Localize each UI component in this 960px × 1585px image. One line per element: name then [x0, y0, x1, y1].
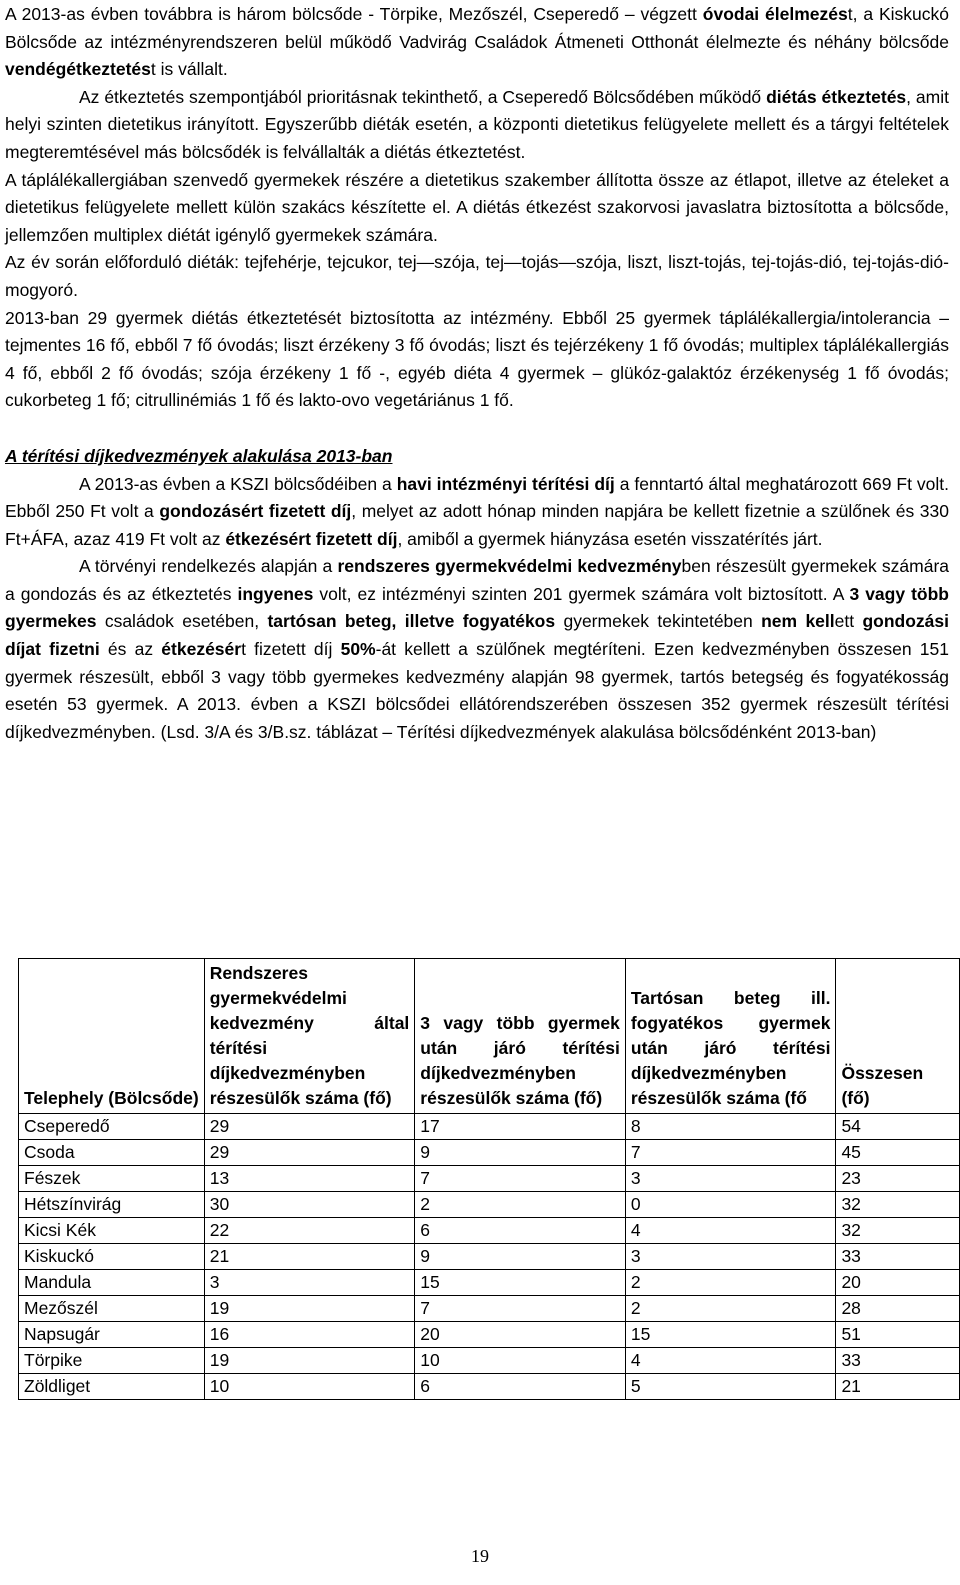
bold-text: étkezésért fizetett díj	[225, 528, 398, 549]
table-row	[19, 1114, 960, 1140]
count-cell: 2	[625, 1296, 836, 1322]
count-cell: 28	[836, 1296, 960, 1322]
text-run: Az étkeztetés szempontjából prioritásnak tekinthető, a Cseperedő Bölcsődében működő	[79, 86, 767, 107]
table-row	[19, 1140, 960, 1166]
table-row	[19, 1348, 960, 1374]
text-run: , melyet az adott hónap minden napjára be kellett fizetnie a szülőnek és 330 Ft+ÁFA, azaz 419 Ft volt az	[5, 501, 949, 549]
paragraph-diet-statistics	[5, 305, 949, 415]
bold-text: tartósan beteg, illetve fogyatékos	[267, 611, 556, 632]
text-run: -át kellett a szülőnek megtéríteni. Ezen kedvezményben összesen 151 gyermek részesült, ebből 3 vagy több gyermekes kedvezmény alapján 98 gyermek, tartós betegség és fogyatékosság esetén 53 gyermek. A 2013. évben a KSZI bölcsődei ellátórendszerében összesen 352 gyermek részesült térítési díjkedvezményben. (Lsd. 3/A és 3/B.sz. táblázat – Térítési díjkedvezmények alakulása bölcsődénként 2013-ban)	[5, 639, 950, 742]
site-name-cell: Törpike	[19, 1348, 205, 1374]
count-cell: 6	[415, 1374, 626, 1400]
text-run: 2013-ban 29 gyermek diétás étkeztetését biztosította az intézmény. Ebből 25 gyermek táplálékallergia/intolerancia – tejmentes 16 fő, ebből 7 fő óvodás; liszt érzékeny 3 fő óvodás; liszt és tejérzékeny 1 fő óvodás; multiplex táplálékallergiás 4 fő, ebből 2 fő óvodás; szója érzékeny 1 fő -, egyéb diéta 4 gyermek – glükóz-galaktóz érzékenység 1 fő óvodás; cukorbeteg 1 fő; citrullinémiás 1 fő és lakto-ovo vegetáriánus 1 fő.	[5, 307, 949, 411]
bold-text: gondozási díjat fizetni	[5, 611, 949, 660]
count-cell: 3	[625, 1166, 836, 1192]
count-cell: 2	[625, 1270, 836, 1296]
table-row	[19, 1296, 960, 1322]
document-body	[5, 1, 949, 746]
count-cell: 4	[625, 1348, 836, 1374]
count-cell: 21	[204, 1244, 415, 1270]
table-body	[19, 1114, 960, 1400]
count-cell: 9	[415, 1140, 626, 1166]
count-cell: 22	[204, 1218, 415, 1244]
header-total: Összesen (fő)	[836, 959, 960, 1114]
site-name-cell: Kicsi Kék	[19, 1218, 205, 1244]
count-cell: 33	[836, 1348, 960, 1374]
table-row	[19, 1244, 960, 1270]
count-cell: 30	[204, 1192, 415, 1218]
text-run: gyermekek tekintetében	[555, 611, 762, 632]
bold-text: gondozásért fizetett díj	[159, 501, 352, 522]
count-cell: 3	[625, 1244, 836, 1270]
count-cell: 29	[204, 1114, 415, 1140]
bold-text: vendégétkeztetés	[5, 59, 151, 80]
count-cell: 54	[836, 1114, 960, 1140]
table-row	[19, 1322, 960, 1348]
count-cell: 29	[204, 1140, 415, 1166]
bold-text: étkezésér	[161, 639, 242, 660]
section-heading: A térítési díjkedvezmények alakulása 2013-ban	[5, 445, 393, 466]
count-cell: 6	[415, 1218, 626, 1244]
count-cell: 51	[836, 1322, 960, 1348]
header-chronic-illness-disability: Tartósan beteg ill. fogyatékos gyermek után járó térítési díjkedvezményben részesülők száma (fő	[625, 959, 836, 1114]
site-name-cell: Csoda	[19, 1140, 205, 1166]
count-cell: 32	[836, 1192, 960, 1218]
count-cell: 3	[204, 1270, 415, 1296]
text-run: és az	[99, 639, 162, 660]
site-name-cell: Zöldliget	[19, 1374, 205, 1400]
count-cell: 9	[415, 1244, 626, 1270]
bold-text: rendszeres gyermekvédelmi kedvezmény	[337, 556, 682, 577]
count-cell: 19	[204, 1348, 415, 1374]
count-cell: 16	[204, 1322, 415, 1348]
count-cell: 10	[415, 1348, 626, 1374]
text-run: t fizetett díj	[241, 639, 341, 660]
count-cell: 45	[836, 1140, 960, 1166]
count-cell: 2	[415, 1192, 626, 1218]
text-run: ben részesült gyermekek számára a gondozás és az étkeztetés	[5, 556, 949, 604]
count-cell: 33	[836, 1244, 960, 1270]
count-cell: 21	[836, 1374, 960, 1400]
text-run: , amit helyi szinten dietetikus irányított. Egyszerűbb diéták esetén, a központi dietetikus felügyelete mellett és a tárgyi feltételek megteremtésével más bölcsődék is felvállalták a diétás étkeztetést.	[5, 86, 949, 162]
table-row	[19, 1192, 960, 1218]
count-cell: 10	[204, 1374, 415, 1400]
paragraph-discounts	[5, 553, 949, 746]
table-row	[19, 1270, 960, 1296]
site-name-cell: Hétszínvirág	[19, 1192, 205, 1218]
count-cell: 17	[415, 1114, 626, 1140]
count-cell: 8	[625, 1114, 836, 1140]
bold-text: havi intézményi térítési díj	[396, 473, 615, 494]
header-site: Telephely (Bölcsőde)	[19, 959, 205, 1114]
paragraph-food-service	[5, 1, 949, 84]
paragraph-diet-types	[5, 249, 949, 304]
bold-text: 3 vagy több gyermekes	[5, 583, 950, 632]
count-cell: 7	[415, 1166, 626, 1192]
count-cell: 13	[204, 1166, 415, 1192]
page-number: 19	[471, 1546, 489, 1566]
count-cell: 0	[625, 1192, 836, 1218]
bold-text: nem kell	[761, 611, 835, 632]
table-row	[19, 1166, 960, 1192]
count-cell: 4	[625, 1218, 836, 1244]
count-cell: 15	[625, 1322, 836, 1348]
count-cell: 19	[204, 1296, 415, 1322]
text-run: , amiből a gyermek hiányzása esetén visszatérítés járt.	[397, 528, 823, 549]
table-row	[19, 1218, 960, 1244]
text-run: t, a Kiskuckó Bölcsőde az intézményrendszeren belül működő Vadvirág Családok Átmeneti Otthonát élelmezte és néhány bölcsőde	[5, 4, 949, 52]
site-name-cell: Kiskuckó	[19, 1244, 205, 1270]
site-name-cell: Mezőszél	[19, 1296, 205, 1322]
header-three-or-more-children: 3 vagy több gyermek után járó térítési díjkedvezményben részesülők száma (fő)	[415, 959, 626, 1114]
text-run: A 2013-as évben továbbra is három bölcsőde - Törpike, Mezőszél, Cseperedő – végzett	[5, 4, 703, 24]
bold-text: ingyenes	[237, 583, 314, 604]
count-cell: 23	[836, 1166, 960, 1192]
site-name-cell: Fészek	[19, 1166, 205, 1192]
bold-text: 50%	[340, 639, 376, 660]
table-header-row	[19, 959, 960, 1114]
site-name-cell: Mandula	[19, 1270, 205, 1296]
text-run: ett	[834, 611, 863, 632]
count-cell: 7	[415, 1296, 626, 1322]
bold-text: diétás étkeztetés	[766, 86, 907, 107]
text-run: A 2013-as évben a KSZI bölcsődéiben a	[79, 473, 397, 494]
text-run: családok esetében,	[96, 611, 268, 632]
text-run: t is vállalt.	[150, 59, 228, 80]
site-name-cell: Napsugár	[19, 1322, 205, 1348]
paragraph-diet-catering	[5, 84, 949, 167]
table-row	[19, 1374, 960, 1400]
count-cell: 20	[836, 1270, 960, 1296]
text-run: volt, ez intézményi szinten 201 gyermek számára volt biztosított. A	[313, 583, 850, 604]
bold-text: óvodai élelmezés	[702, 4, 848, 24]
count-cell: 7	[625, 1140, 836, 1166]
paragraph-fees	[5, 471, 949, 554]
text-run: A törvényi rendelkezés alapján a	[79, 556, 338, 577]
count-cell: 15	[415, 1270, 626, 1296]
paragraph-allergy	[5, 167, 949, 250]
count-cell: 20	[415, 1322, 626, 1348]
discount-table	[18, 958, 960, 1400]
header-regular-child-protection: Rendszeres gyermekvédelmi kedvezmény által térítési díjkedvezményben részesülők száma (fő)	[204, 959, 415, 1114]
text-run: A táplálékallergiában szenvedő gyermekek részére a dietetikus szakember állította össze az étlapot, illetve az ételeket a dietetikus felügyelete mellett külön szakács készítette el. A diétás étkezést szakorvosi javaslatra biztosította a bölcsőde, jellemzően multiplex diétát igénylő gyermekek számára.	[5, 169, 949, 245]
text-run: Az év során előforduló diéták: tejfehérje, tejcukor, tej—szója, tej—tojás—szója, liszt, liszt-tojás, tej-tojás-dió, tej-tojás-dió-mogyoró.	[5, 252, 949, 300]
count-cell: 5	[625, 1374, 836, 1400]
site-name-cell: Cseperedő	[19, 1114, 205, 1140]
count-cell: 32	[836, 1218, 960, 1244]
text-run: a fenntartó által meghatározott 669 Ft volt. Ebből 250 Ft volt a	[5, 473, 949, 522]
